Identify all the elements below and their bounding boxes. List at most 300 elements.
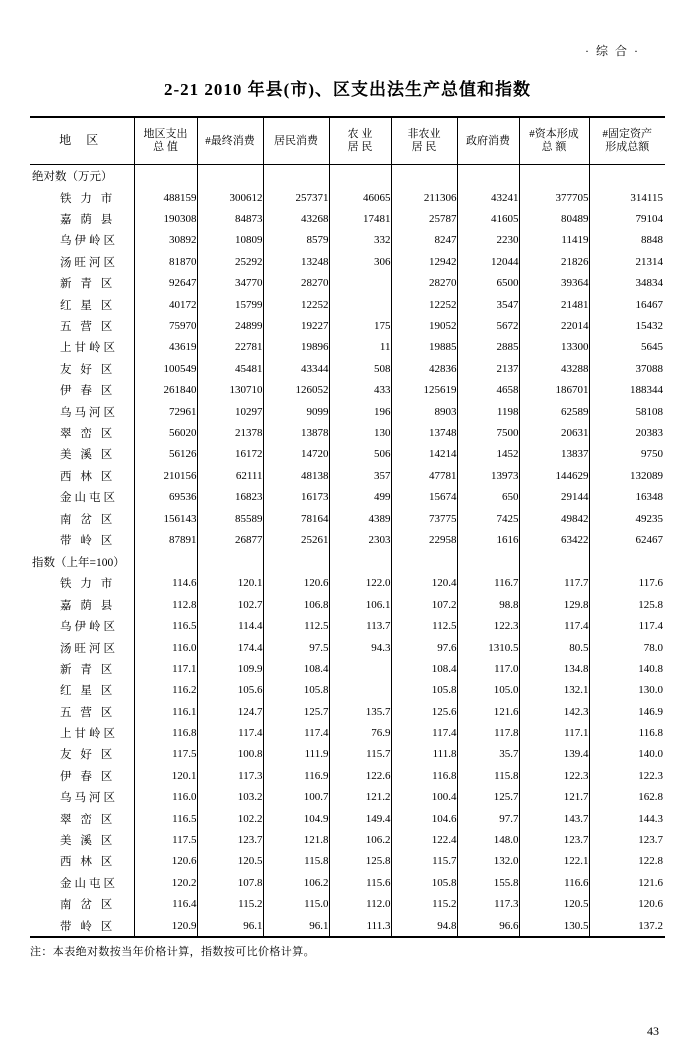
table-row — [30, 573, 665, 594]
table-cell: 97.6 — [391, 637, 457, 658]
table-cell: 120.6 — [263, 573, 329, 594]
row-region-label: 五 营 区 — [30, 701, 134, 722]
table-cell: 120.9 — [134, 915, 197, 936]
table-cell: 41605 — [457, 208, 519, 229]
table-cell: 123.7 — [638, 834, 663, 847]
table-cell: 156143 — [134, 508, 197, 529]
row-region-label: 汤旺河区 — [30, 251, 134, 272]
table-cell: 75970 — [134, 315, 197, 336]
table-cell: 13748 — [391, 422, 457, 443]
table-cell: 12252 — [263, 294, 329, 315]
table-cell: 15432 — [635, 320, 663, 333]
table-cell: 488159 — [134, 187, 197, 208]
section-empty-cell — [197, 165, 263, 188]
section-empty-cell — [263, 165, 329, 188]
table-cell: 62467 — [635, 533, 663, 546]
section-empty-cell — [263, 551, 329, 573]
table-cell: 21378 — [197, 422, 263, 443]
col-header-capital-formation-line2: 总 额 — [541, 141, 567, 153]
table-cell: 120.2 — [134, 872, 197, 893]
table-cell: 14214 — [391, 444, 457, 465]
section-empty-cell — [589, 165, 665, 188]
table-cell: 21826 — [519, 251, 589, 272]
table-cell: 117.0 — [457, 658, 519, 679]
table-cell: 20383 — [635, 426, 663, 439]
table-cell: 22014 — [519, 315, 589, 336]
table-cell: 8579 — [263, 230, 329, 251]
table-row — [30, 722, 665, 743]
table-cell: 115.6 — [329, 872, 391, 893]
table-cell: 13878 — [263, 422, 329, 443]
statistics-table — [30, 116, 665, 936]
table-cell: 122.3 — [519, 765, 589, 786]
table-cell: 100549 — [134, 358, 197, 379]
table-cell: 13973 — [457, 465, 519, 486]
table-cell: 30892 — [134, 230, 197, 251]
table-cell: 24899 — [197, 315, 263, 336]
table-cell: 257371 — [263, 187, 329, 208]
table-cell: 107.2 — [391, 594, 457, 615]
table-cell: 121.6 — [638, 876, 663, 889]
row-region-label: 新 青 区 — [30, 658, 134, 679]
table-cell: 22781 — [197, 337, 263, 358]
table-row — [30, 401, 665, 422]
table-row — [30, 251, 665, 272]
table-cell: 121.6 — [457, 701, 519, 722]
table-cell: 7425 — [457, 508, 519, 529]
table-cell: 49842 — [519, 508, 589, 529]
table-cell: 314115 — [630, 191, 663, 204]
row-region-label: 铁 力 市 — [30, 573, 134, 594]
table-cell: 28270 — [391, 273, 457, 294]
table-cell: 129.8 — [519, 594, 589, 615]
row-region-label: 西 林 区 — [30, 465, 134, 486]
table-cell: 105.6 — [197, 680, 263, 701]
table-cell: 125.7 — [263, 701, 329, 722]
table-cell: 12044 — [457, 251, 519, 272]
table-cell: 120.5 — [197, 851, 263, 872]
table-cell: 102.7 — [197, 594, 263, 615]
table-cell: 116.6 — [519, 872, 589, 893]
row-region-label: 美 溪 区 — [30, 444, 134, 465]
row-region-label: 带 岭 区 — [30, 915, 134, 936]
table-cell: 117.4 — [263, 722, 329, 743]
table-row — [30, 872, 665, 893]
table-cell: 117.3 — [457, 894, 519, 915]
table-row — [30, 594, 665, 615]
table-cell: 146.9 — [638, 705, 663, 718]
table-cell: 140.8 — [638, 662, 663, 675]
table-cell: 120.1 — [134, 765, 197, 786]
table-row — [30, 444, 665, 465]
table-cell: 13248 — [263, 251, 329, 272]
table-cell: 94.3 — [329, 637, 391, 658]
table-cell: 116.9 — [263, 765, 329, 786]
table-section-row — [30, 165, 665, 188]
table-cell: 5672 — [457, 315, 519, 336]
table-cell: 155.8 — [457, 872, 519, 893]
section-label: 绝对数（万元） — [30, 165, 134, 188]
table-cell: 108.4 — [391, 658, 457, 679]
table-cell: 116.7 — [457, 573, 519, 594]
table-cell: 120.5 — [519, 894, 589, 915]
table-cell: 112.5 — [263, 615, 329, 636]
table-row — [30, 744, 665, 765]
table-cell: 124.7 — [197, 701, 263, 722]
table-note: 注：本表绝对数按当年价格计算，指数按可比价格计算。 — [30, 946, 315, 959]
table-cell: 43241 — [457, 187, 519, 208]
table-cell — [329, 273, 391, 294]
col-header-government-consumption: 政府消费 — [457, 117, 519, 165]
table-cell: 332 — [329, 230, 391, 251]
table-cell: 14720 — [263, 444, 329, 465]
table-cell: 650 — [457, 486, 519, 507]
table-cell: 103.2 — [197, 787, 263, 808]
table-cell: 78.0 — [643, 641, 663, 654]
table-cell: 114.6 — [134, 573, 197, 594]
table-cell: 5645 — [641, 341, 663, 354]
table-cell: 130.0 — [638, 684, 663, 697]
table-cell: 16348 — [635, 491, 663, 504]
table-cell: 125619 — [391, 380, 457, 401]
row-region-label: 乌马河区 — [30, 401, 134, 422]
table-cell: 122.1 — [519, 851, 589, 872]
table-cell: 81870 — [134, 251, 197, 272]
table-cell: 25261 — [263, 529, 329, 550]
table-cell: 7500 — [457, 422, 519, 443]
table-cell: 35.7 — [457, 744, 519, 765]
table-cell: 116.5 — [134, 808, 197, 829]
table-cell: 62589 — [519, 401, 589, 422]
table-row — [30, 787, 665, 808]
table-cell: 115.7 — [391, 851, 457, 872]
table-cell: 106.2 — [263, 872, 329, 893]
table-cell: 125.8 — [638, 598, 663, 611]
table-cell: 47781 — [391, 465, 457, 486]
table-cell: 122.3 — [457, 615, 519, 636]
table-cell: 190308 — [134, 208, 197, 229]
row-region-label: 翠 峦 区 — [30, 422, 134, 443]
table-cell: 80.5 — [519, 637, 589, 658]
table-cell: 130 — [329, 422, 391, 443]
table-cell: 117.6 — [638, 577, 663, 590]
table-cell: 116.8 — [134, 722, 197, 743]
col-header-nonrural-residents-line1: 非农业 — [407, 128, 441, 141]
section-empty-cell — [134, 165, 197, 188]
table-cell: 105.0 — [457, 680, 519, 701]
table-cell: 144629 — [519, 465, 589, 486]
col-header-nonrural-residents — [391, 117, 457, 165]
table-cell: 144.3 — [638, 812, 663, 825]
table-cell: 112.8 — [134, 594, 197, 615]
table-cell: 115.2 — [391, 894, 457, 915]
table-cell: 2303 — [329, 529, 391, 550]
table-cell: 69536 — [134, 486, 197, 507]
table-cell: 377705 — [519, 187, 589, 208]
table-cell: 13300 — [519, 337, 589, 358]
table-cell: 122.8 — [638, 855, 663, 868]
table-cell: 25787 — [391, 208, 457, 229]
table-cell: 105.8 — [263, 680, 329, 701]
col-header-rural-residents-line2: 居 民 — [347, 141, 373, 153]
table-row — [30, 894, 665, 915]
table-cell: 132.1 — [519, 680, 589, 701]
table-cell: 196 — [329, 401, 391, 422]
table-row — [30, 337, 665, 358]
table-cell: 148.0 — [457, 829, 519, 850]
table-cell: 117.1 — [134, 658, 197, 679]
table-cell: 111.3 — [329, 915, 391, 936]
table-cell: 105.8 — [391, 680, 457, 701]
table-row — [30, 808, 665, 829]
table-cell: 19896 — [263, 337, 329, 358]
table-cell: 26877 — [197, 529, 263, 550]
table-row — [30, 315, 665, 336]
table-cell: 116.0 — [134, 637, 197, 658]
section-empty-cell — [134, 551, 197, 573]
table-cell: 117.5 — [134, 829, 197, 850]
table-row — [30, 208, 665, 229]
table-cell: 34834 — [635, 277, 663, 290]
table-cell: 508 — [329, 358, 391, 379]
table-cell: 76.9 — [329, 722, 391, 743]
table-cell: 122.6 — [329, 765, 391, 786]
page-header-mark: · 综 合 · — [585, 44, 640, 58]
row-region-label: 红 星 区 — [30, 294, 134, 315]
row-region-label: 上甘岭区 — [30, 722, 134, 743]
table-cell: 19227 — [263, 315, 329, 336]
row-region-label: 汤旺河区 — [30, 637, 134, 658]
table-cell: 2137 — [457, 358, 519, 379]
table-cell: 122.4 — [391, 829, 457, 850]
table-cell: 21481 — [519, 294, 589, 315]
table-cell: 105.8 — [391, 872, 457, 893]
table-cell: 79104 — [635, 213, 663, 226]
table-cell: 9099 — [263, 401, 329, 422]
table-cell: 92647 — [134, 273, 197, 294]
table-cell: 117.3 — [197, 765, 263, 786]
table-cell: 102.2 — [197, 808, 263, 829]
row-region-label: 嘉 荫 县 — [30, 208, 134, 229]
table-cell: 261840 — [134, 380, 197, 401]
table-cell: 10297 — [197, 401, 263, 422]
table-row — [30, 358, 665, 379]
table-row — [30, 637, 665, 658]
table-cell: 126052 — [263, 380, 329, 401]
table-row — [30, 230, 665, 251]
table-cell: 58108 — [635, 405, 663, 418]
col-header-fixed-assets — [589, 117, 665, 165]
table-cell: 139.4 — [519, 744, 589, 765]
table-cell: 4658 — [457, 380, 519, 401]
table-cell: 100.4 — [391, 787, 457, 808]
table-cell: 43344 — [263, 358, 329, 379]
table-cell: 175 — [329, 315, 391, 336]
table-head — [30, 117, 665, 165]
table-row — [30, 187, 665, 208]
table-cell: 112.5 — [391, 615, 457, 636]
table-cell: 15674 — [391, 486, 457, 507]
table-cell: 6500 — [457, 273, 519, 294]
table-row — [30, 294, 665, 315]
table-cell: 8903 — [391, 401, 457, 422]
table-cell: 94.8 — [391, 915, 457, 936]
table-cell: 107.8 — [197, 872, 263, 893]
table-cell: 80489 — [519, 208, 589, 229]
row-region-label: 嘉 荫 县 — [30, 594, 134, 615]
table-cell: 98.8 — [457, 594, 519, 615]
col-header-total-expenditure-line2: 总 值 — [153, 141, 178, 153]
table-cell: 34770 — [197, 273, 263, 294]
table-cell: 162.8 — [638, 791, 663, 804]
table-row — [30, 529, 665, 550]
row-region-label: 西 林 区 — [30, 851, 134, 872]
table-cell: 130710 — [197, 380, 263, 401]
table-cell — [329, 680, 391, 701]
section-empty-cell — [329, 551, 391, 573]
table-cell: 29144 — [519, 486, 589, 507]
table-cell: 1310.5 — [457, 637, 519, 658]
row-region-label: 红 星 区 — [30, 680, 134, 701]
table-row — [30, 380, 665, 401]
table-cell — [329, 294, 391, 315]
table-cell: 1198 — [457, 401, 519, 422]
table-cell: 114.4 — [197, 615, 263, 636]
table-cell: 111.8 — [391, 744, 457, 765]
table-cell: 117.4 — [519, 615, 589, 636]
table-cell: 17481 — [329, 208, 391, 229]
section-empty-cell — [197, 551, 263, 573]
table-cell: 143.7 — [519, 808, 589, 829]
table-cell: 46065 — [329, 187, 391, 208]
table-row — [30, 273, 665, 294]
section-empty-cell — [329, 165, 391, 188]
table-cell: 116.4 — [134, 894, 197, 915]
table-cell: 211306 — [391, 187, 457, 208]
table-cell: 56126 — [134, 444, 197, 465]
table-cell: 300612 — [197, 187, 263, 208]
section-label: 指数（上年=100） — [30, 551, 134, 573]
table-row — [30, 701, 665, 722]
table-cell: 96.1 — [197, 915, 263, 936]
table-cell: 117.7 — [519, 573, 589, 594]
table-cell: 16823 — [197, 486, 263, 507]
table-cell: 100.7 — [263, 787, 329, 808]
table-cell: 125.8 — [329, 851, 391, 872]
row-region-label: 伊 春 区 — [30, 380, 134, 401]
table-cell: 116.1 — [134, 701, 197, 722]
table-cell: 210156 — [134, 465, 197, 486]
table-cell: 115.8 — [457, 765, 519, 786]
row-region-label: 友 好 区 — [30, 358, 134, 379]
table-cell: 111.9 — [263, 744, 329, 765]
table-cell: 106.2 — [329, 829, 391, 850]
table-cell: 122.0 — [329, 573, 391, 594]
table-cell: 121.8 — [263, 829, 329, 850]
table-cell: 22958 — [391, 529, 457, 550]
table-cell: 72961 — [134, 401, 197, 422]
table-cell: 306 — [329, 251, 391, 272]
table-cell: 9750 — [641, 448, 663, 461]
table-cell: 115.8 — [263, 851, 329, 872]
table-cell: 25292 — [197, 251, 263, 272]
row-region-label: 乌伊岭区 — [30, 230, 134, 251]
table-cell: 123.7 — [519, 829, 589, 850]
table-cell: 122.3 — [638, 769, 663, 782]
table-cell: 433 — [329, 380, 391, 401]
col-header-capital-formation — [519, 117, 589, 165]
table-cell: 49235 — [635, 512, 663, 525]
section-empty-cell — [519, 165, 589, 188]
row-region-label: 新 青 区 — [30, 273, 134, 294]
table-cell — [329, 658, 391, 679]
table-cell: 96.6 — [457, 915, 519, 936]
table-cell: 19052 — [391, 315, 457, 336]
table-cell: 186701 — [519, 380, 589, 401]
table-cell: 40172 — [134, 294, 197, 315]
table-cell: 113.7 — [329, 615, 391, 636]
table-cell: 56020 — [134, 422, 197, 443]
table-cell: 140.0 — [638, 748, 663, 761]
row-region-label: 友 好 区 — [30, 744, 134, 765]
col-header-rural-residents — [329, 117, 391, 165]
table-cell: 149.4 — [329, 808, 391, 829]
table-cell: 109.9 — [197, 658, 263, 679]
table-row — [30, 465, 665, 486]
table-cell: 117.4 — [391, 722, 457, 743]
table-row — [30, 851, 665, 872]
table-cell: 87891 — [134, 529, 197, 550]
col-header-final-consumption: #最终消费 — [197, 117, 263, 165]
table-cell: 63422 — [519, 529, 589, 550]
table-body — [30, 165, 665, 937]
table-cell: 1616 — [457, 529, 519, 550]
col-header-fixed-assets-line2: 形成总额 — [605, 141, 650, 153]
table-cell: 2230 — [457, 230, 519, 251]
table-cell: 174.4 — [197, 637, 263, 658]
table-cell: 123.7 — [197, 829, 263, 850]
row-region-label: 伊 春 区 — [30, 765, 134, 786]
row-region-label: 乌伊岭区 — [30, 615, 134, 636]
table-cell: 115.2 — [197, 894, 263, 915]
section-empty-cell — [391, 551, 457, 573]
table-cell: 43288 — [519, 358, 589, 379]
table-cell: 116.0 — [134, 787, 197, 808]
table-row — [30, 658, 665, 679]
table-section-row — [30, 551, 665, 573]
table-cell: 16172 — [197, 444, 263, 465]
table-cell: 48138 — [263, 465, 329, 486]
table-row — [30, 508, 665, 529]
table-cell: 100.8 — [197, 744, 263, 765]
table-cell: 142.3 — [519, 701, 589, 722]
table-cell: 106.8 — [263, 594, 329, 615]
table-cell: 21314 — [635, 255, 663, 268]
table-cell: 120.6 — [134, 851, 197, 872]
row-region-label: 南 岔 区 — [30, 894, 134, 915]
table-cell: 188344 — [630, 384, 663, 397]
table-row — [30, 915, 665, 936]
col-header-household-consumption: 居民消费 — [263, 117, 329, 165]
section-empty-cell — [391, 165, 457, 188]
table-cell: 499 — [329, 486, 391, 507]
col-header-total-expenditure-line1: 地区支出 — [143, 128, 188, 141]
table-row — [30, 829, 665, 850]
table-cell: 28270 — [263, 273, 329, 294]
table-cell: 104.9 — [263, 808, 329, 829]
table-cell: 84873 — [197, 208, 263, 229]
table-cell: 120.6 — [638, 898, 663, 911]
